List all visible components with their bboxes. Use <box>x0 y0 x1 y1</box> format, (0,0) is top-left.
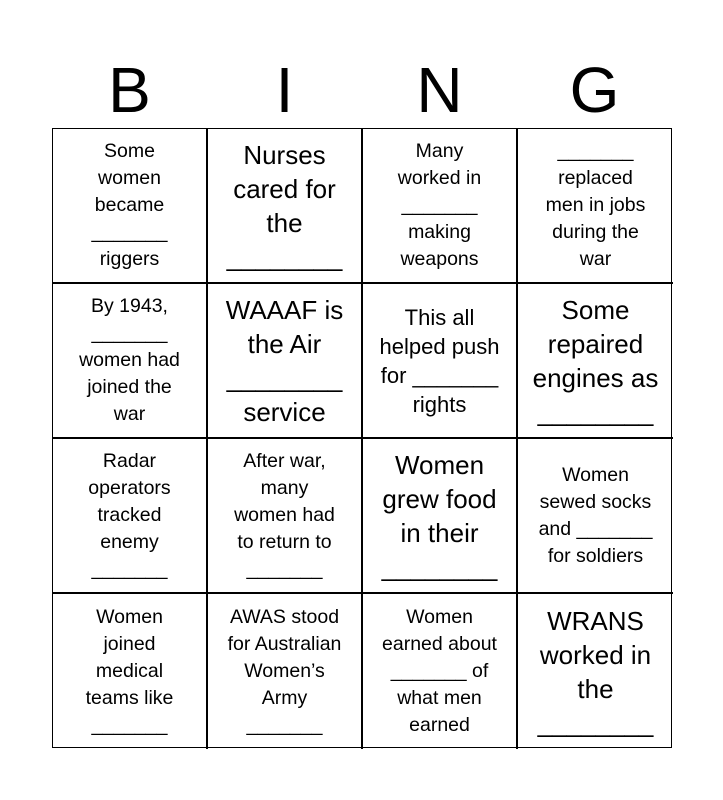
bingo-cell-r3c3[interactable] <box>363 439 518 594</box>
cell-text: Nurses cared for the ________ <box>226 139 343 272</box>
cell-text: Some women became _______ riggers <box>91 140 168 270</box>
cell-text: Radar operators tracked enemy _______ <box>88 450 171 580</box>
bingo-cell-r3c2[interactable] <box>208 439 363 594</box>
cell-text: Many worked in _______ making weapons <box>397 140 482 270</box>
cell-text: Women sewed socks and _______ for soldiers <box>538 463 653 567</box>
bingo-header <box>52 52 672 128</box>
cell-text: Women earned about _______ of what men earned <box>382 606 497 736</box>
bingo-cell-r2c4[interactable] <box>518 284 673 439</box>
header-letter-g: G <box>569 54 620 126</box>
cell-text: This all helped push for _______ rights <box>379 304 500 417</box>
bingo-cell-r4c1[interactable] <box>53 594 208 749</box>
bingo-cell-r2c2[interactable] <box>208 284 363 439</box>
cell-text: Some repaired engines as ________ <box>532 294 659 427</box>
cell-text: _______ replaced men in jobs during the war <box>545 140 646 270</box>
bingo-cell-r4c2[interactable] <box>208 594 363 749</box>
bingo-cell-r4c3[interactable] <box>363 594 518 749</box>
bingo-cell-r1c1[interactable] <box>53 129 208 284</box>
cell-text: Women grew food in their ________ <box>381 449 498 582</box>
cell-text: WAAAF is the Air ________ service <box>225 294 344 427</box>
bingo-cell-r1c3[interactable] <box>363 129 518 284</box>
bingo-cell-r3c1[interactable] <box>53 439 208 594</box>
cell-text: Women joined medical teams like _______ <box>85 606 174 736</box>
bingo-cell-r4c4[interactable] <box>518 594 673 749</box>
bingo-cell-r1c4[interactable] <box>518 129 673 284</box>
bingo-card-grid <box>52 128 672 748</box>
cell-text: After war, many women had to return to _______ <box>234 450 335 580</box>
header-letter-b: B <box>108 54 151 126</box>
cell-text: By 1943, _______ women had joined the war <box>79 295 180 425</box>
cell-text: AWAS stood for Australian Women’s Army _______ <box>227 606 342 736</box>
bingo-cell-r2c3[interactable] <box>363 284 518 439</box>
bingo-cell-r2c1[interactable] <box>53 284 208 439</box>
header-letter-n: N <box>416 54 463 126</box>
bingo-cell-r1c2[interactable] <box>208 129 363 284</box>
bingo-cell-r3c4[interactable] <box>518 439 673 594</box>
cell-text: WRANS worked in the ________ <box>537 605 654 738</box>
header-letter-i: I <box>275 54 294 126</box>
